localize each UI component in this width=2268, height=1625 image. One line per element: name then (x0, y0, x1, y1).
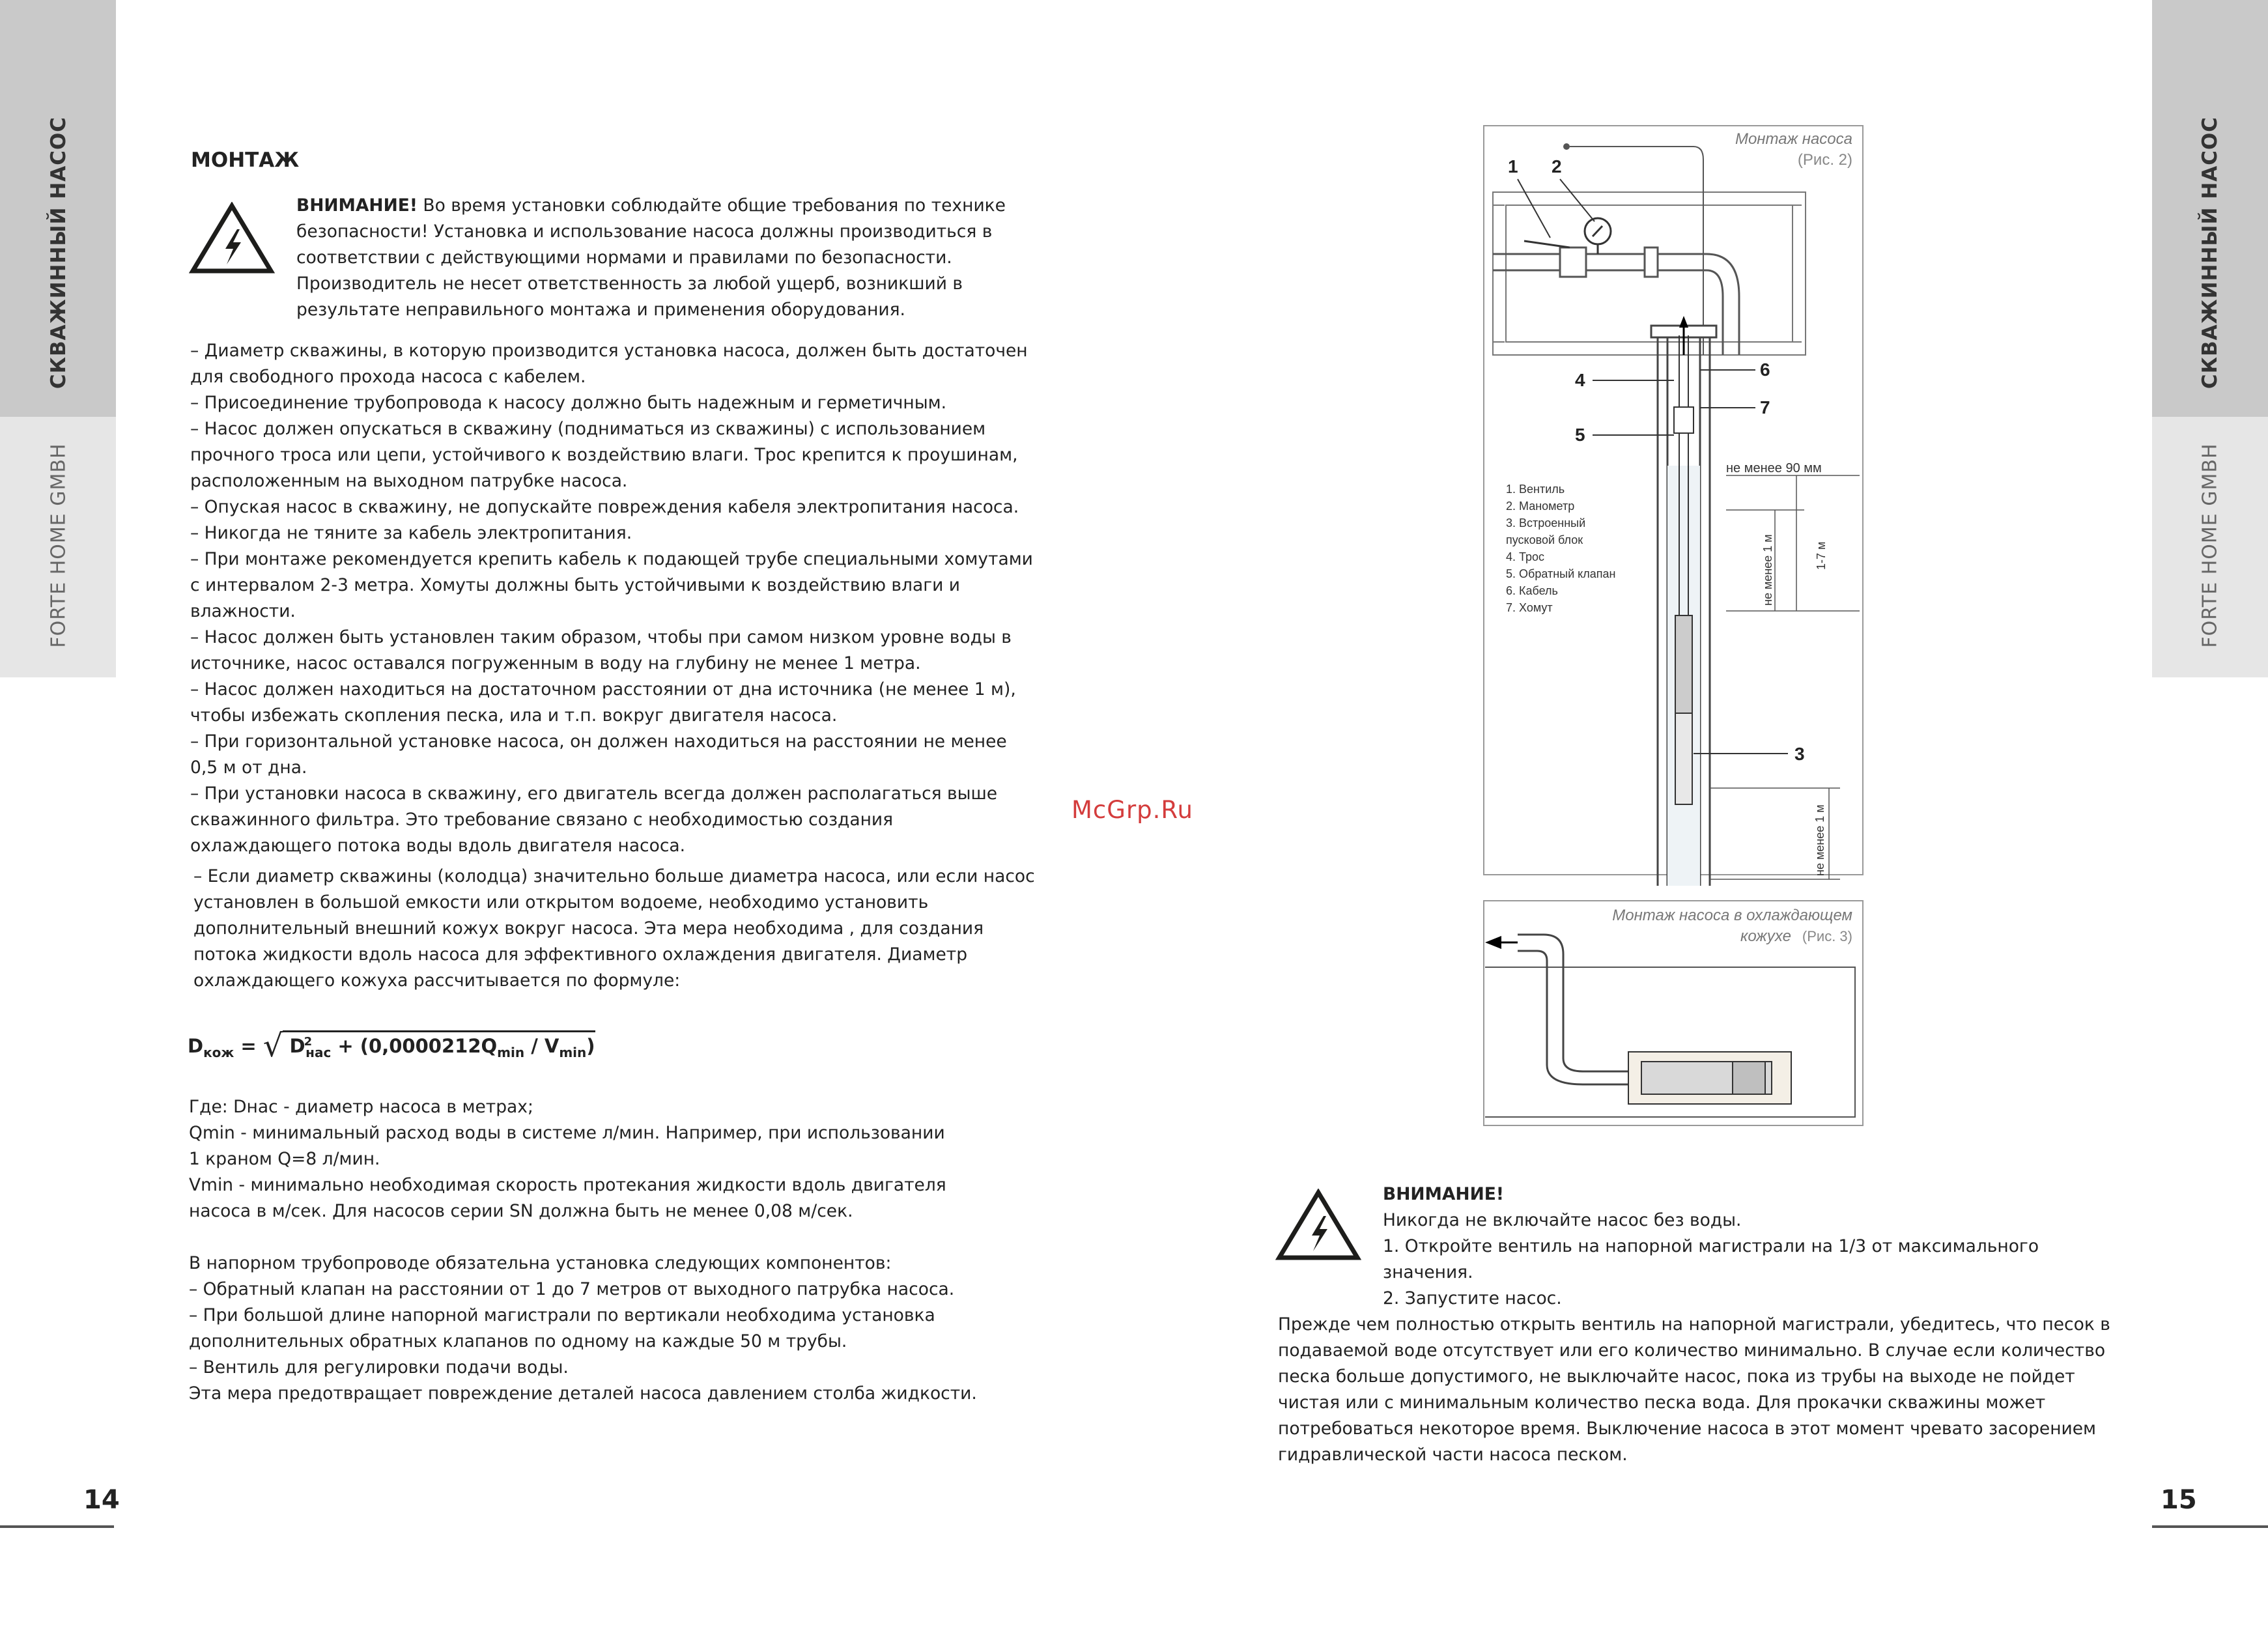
dim-top: не менее 90 мм (1726, 461, 1822, 475)
formula-legend: Где: Dнас - диаметр насоса в метрах; Qmin - минимальный расход воды в системе л/мин. Например, при использовании 1 краном Q=8 л/мин. Vmin - минимально необходимая скорость протекания жидкости вдоль двигателя насоса в м/сек. Для насосов серии SN должна быть не менее 0,08 м/сек. (189, 1097, 946, 1221)
legend-item: 6. Кабель (1506, 584, 1558, 597)
cooling-casing (1628, 1052, 1791, 1104)
left-side-tab-brand: FORTE HOME GMBH (47, 443, 70, 648)
warning-body: Во время установки соблюдайте общие требования по технике безопасности! Установка и использование насоса должны производиться в соответствии с действующими нормами и правилами по безопасности. Производитель не несет ответственность за любой ущерб, возникший в результате неправильного монтажа и применения оборудования. (296, 195, 1006, 320)
warning-label: ВНИМАНИЕ! (296, 195, 418, 216)
formula-eq: = (240, 1035, 257, 1057)
callout-5: 5 (1575, 425, 1585, 445)
legend-item: 4. Трос (1506, 550, 1545, 563)
dim-min-1: не менее 1 м (1761, 534, 1774, 606)
legend-item: пусковой блок (1506, 533, 1583, 546)
formula-plus: + (0,0000212Q (331, 1035, 498, 1057)
casing-pipe (1518, 935, 1628, 1084)
formula-min1: min (497, 1044, 525, 1060)
legend-item: 5. Обратный клапан (1506, 567, 1616, 580)
callout-7: 7 (1760, 397, 1770, 417)
formula-dnas: D (289, 1035, 305, 1057)
warning-text (296, 193, 1013, 323)
high-voltage-warning-icon-right (1275, 1189, 1361, 1262)
closing-text: Прежде чем полностью открыть вентиль на напорной магистрали, убедитесь, что песок в подаваемой воде отсутствует или его количество минимально. В случае если количество песка больше допустимого, не выключайте насос, пока из трубы на выходе не пойдет чистая или с минимальным количество песка вода. Для прокачки скважины может потребоваться некоторое время. Выключение насоса в этот момент чревато засорением гидравлической части насоса песком. (1278, 1314, 2110, 1465)
formula-sqrt-symbol: √ (262, 1028, 283, 1064)
left-page-rule (0, 1525, 114, 1528)
callout-3: 3 (1794, 744, 1805, 764)
cooling-casing-formula (188, 1024, 595, 1064)
right-side-tab-brand: FORTE HOME GMBH (2198, 443, 2222, 648)
watermark: McGrp.Ru (1071, 796, 1193, 824)
callout-6: 6 (1760, 360, 1770, 380)
formula-radicand (283, 1030, 595, 1060)
formula-min2: min (559, 1044, 587, 1060)
legend-item: 1. Вентиль (1506, 483, 1565, 496)
callout-4: 4 (1575, 370, 1585, 390)
left-page-number: 14 (83, 1485, 120, 1515)
warning-steps: Никогда не включайте насос без воды. 1. Откройте вентиль на напорной магистрали на 1/3 от максимального значения. 2. Запустите насос. (1383, 1210, 2039, 1308)
callout-2: 2 (1552, 156, 1562, 177)
casing-text: – Если диаметр скважины (колодца) значительно больше диаметра насоса, или если насос установлен в большой емкости или открытом водоеме, необходимо установить дополнительный внешний кожух вокруг насоса. Эта мера необходима , для создания потока жидкости вдоль насоса для эффективного охлаждения двигателя. Диаметр охлаждающего кожуха рассчитывается по формуле: (193, 866, 1035, 991)
warning-label-right: ВНИМАНИЕ! (1383, 1184, 1504, 1204)
figure-cooling-casing (1479, 896, 1869, 1130)
figure2-title: Монтаж насоса (1735, 130, 1852, 148)
figure3-subtitle: (Рис. 3) (1802, 928, 1852, 944)
requirements-list: – Диаметр скважины, в которую производится установка насоса, должен быть достаточен для свободного прохода насоса с кабелем. – Присоединение трубопровода к насосу должно быть надежным и герметичным. – Насос должен опускаться в скважину (подниматься из скважины) с использованием прочного троса или цепи, устойчивого к воздействию влаги. Трос крепится к проушинам, расположенным на выходном патрубке насоса. – Опуская насос в скважину, не допускайте повреждения кабеля электропитания насоса. – Никогда не тяните за кабель электропитания. – При монтаже рекомендуется крепить кабель к подающей трубе специальными хомутами с интервалом 2-3 метра. Хомуты должны быть устойчивыми к воздействию влаги и влажности. – Насос должен быть установлен таким образом, чтобы при самом низком уровне воды в источнике, насос оставался погруженным в воду на глубину не менее 1 метра. – Насос должен находиться на достаточном расстоянии от дна источника (не менее 1 м), чтобы избежать скопления песка, ила и т.п. вокруг двигателя насоса. – При горизонтальной установке насоса, он должен находиться на расстоянии не менее 0,5 м от дна. – При установки насоса в скважину, его двигатель всегда должен располагаться выше скважинного фильтра. Это требование связано с необходимостью создания охлаждающего потока воды вдоль двигателя насоса. (190, 341, 1033, 856)
figure2-legend (1506, 483, 1615, 614)
right-side-tab-title: СКВАЖИННЫЙ НАСОС (2198, 116, 2222, 389)
left-side-tab-title: СКВАЖИННЫЙ НАСОС (47, 116, 70, 389)
formula-kozh: кож (203, 1044, 234, 1060)
formula-square: 2 (304, 1035, 313, 1049)
formula-nas: нас (305, 1044, 332, 1060)
right-page-number: 15 (2161, 1485, 2197, 1515)
figure3-title-line1: Монтаж насоса в охлаждающем (1612, 907, 1852, 924)
legend-item: 3. Встроенный (1506, 516, 1586, 530)
right-page-rule (2152, 1525, 2268, 1528)
page-heading: МОНТАЖ (191, 148, 300, 172)
dim-min-2: не менее 1 м (1813, 804, 1826, 876)
outflow-arrow-icon (1485, 936, 1501, 949)
dim-range: 1-7 м (1815, 541, 1828, 570)
callout-1: 1 (1508, 156, 1518, 177)
formula-d: D (188, 1035, 204, 1057)
legend-item: 2. Манометр (1506, 500, 1575, 513)
formula-close: ) (586, 1035, 595, 1057)
power-plug-icon (1563, 143, 1570, 150)
figure2-subtitle: (Рис. 2) (1797, 151, 1852, 169)
legend-item: 7. Хомут (1506, 601, 1553, 614)
figure3-title-line2: кожухе (1740, 927, 1791, 945)
formula-slash: / V (524, 1035, 560, 1057)
components-text: В напорном трубопроводе обязательна установка следующих компонентов: – Обратный клапан на расстоянии от 1 до 7 метров от выходного патрубка насоса. – При большой длине напорной магистрали по вертикали необходима установка дополнительных обратных клапанов по одному на каждые 50 м трубы. – Вентиль для регулировки подачи воды. Эта мера предотвращает повреждение деталей насоса давлением столба жидкости. (189, 1253, 977, 1404)
figure-pump-installation (1479, 120, 1869, 889)
high-voltage-warning-icon (189, 202, 275, 275)
